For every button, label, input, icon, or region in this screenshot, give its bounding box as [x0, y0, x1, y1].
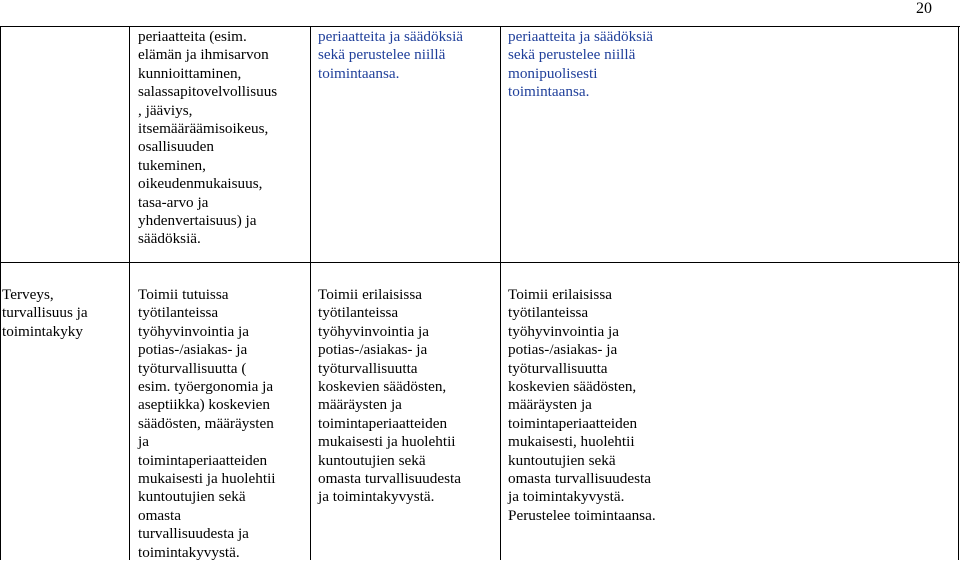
cell-line: salassapitovelvollisuus — [138, 83, 278, 101]
cell-line: toimintakyvystä. — [138, 543, 240, 561]
cell-line: säädöksiä. — [138, 230, 201, 248]
cell-line: koskevien säädösten, — [508, 378, 637, 396]
cell-line: kuntoutujien sekä — [508, 451, 616, 469]
cell-line: monipuolisesti — [508, 64, 598, 82]
cell-line: , jääviys, — [138, 101, 193, 119]
row-divider — [0, 262, 960, 263]
top-row-col3-cell — [318, 28, 498, 83]
table-right-border — [958, 26, 959, 560]
cell-line: oikeudenmukaisuus, — [138, 175, 263, 193]
cell-line: työhyvinvointia ja — [318, 322, 429, 340]
cell-line: määräysten ja — [318, 396, 402, 414]
bottom-row-col2-cell — [138, 286, 308, 562]
cell-line: Toimii tutuissa — [138, 286, 229, 303]
cell-line: toimintaperiaatteiden — [318, 414, 448, 432]
cell-line: työtilanteissa — [318, 304, 399, 322]
cell-line: periaatteita (esim. — [138, 28, 247, 45]
table-left-border — [0, 26, 1, 560]
cell-line: toimintaansa. — [508, 83, 590, 101]
cell-line: tasa-arvo ja — [138, 193, 209, 211]
cell-line: työtilanteissa — [508, 304, 589, 322]
cell-line: työhyvinvointia ja — [138, 322, 249, 340]
cell-line: ja — [138, 433, 149, 451]
cell-line: työturvallisuutta — [508, 359, 608, 377]
cell-line: potias-/asiakas- ja — [318, 341, 428, 359]
cell-line: periaatteita ja säädöksiä — [508, 28, 654, 45]
bottom-row-col3-cell — [318, 286, 498, 507]
cell-line: työturvallisuutta ( — [138, 359, 247, 377]
cell-line: sekä perustelee niillä — [318, 46, 446, 64]
cell-line: toimintaansa. — [318, 64, 400, 82]
cell-line: Perustelee toimintaansa. — [508, 506, 656, 524]
cell-line: esim. työergonomia ja — [138, 378, 274, 396]
column-divider-2 — [310, 26, 311, 560]
cell-line: työhyvinvointia ja — [508, 322, 619, 340]
cell-line: Toimii erilaisissa — [318, 286, 422, 303]
cell-line: työtilanteissa — [138, 304, 219, 322]
page-number: 20 — [916, 0, 932, 17]
cell-line: potias-/asiakas- ja — [138, 341, 248, 359]
cell-line: kuntoutujien sekä — [318, 451, 426, 469]
cell-line: toimintaperiaatteiden — [138, 451, 268, 469]
cell-line: potias-/asiakas- ja — [508, 341, 618, 359]
cell-line: sekä perustelee niillä — [508, 46, 636, 64]
cell-line: Toimii erilaisissa — [508, 286, 612, 303]
cell-line: koskevien säädösten, — [318, 378, 447, 396]
cell-line: osallisuuden — [138, 138, 214, 156]
bottom-row-col1-cell — [2, 286, 126, 341]
cell-line: määräysten ja — [508, 396, 592, 414]
column-divider-1 — [129, 26, 130, 560]
cell-line: mukaisesti ja huolehtii — [318, 433, 456, 451]
cell-line: mukaisesti ja huolehtii — [138, 470, 276, 488]
cell-line: Terveys, — [2, 286, 54, 303]
cell-line: omasta turvallisuudesta — [508, 470, 651, 488]
cell-line: mukaisesti, huolehtii — [508, 433, 635, 451]
cell-line: omasta turvallisuudesta — [318, 470, 461, 488]
cell-line: kunnioittaminen, — [138, 64, 242, 82]
top-row-col4-cell — [508, 28, 708, 102]
top-row-col2-cell — [138, 28, 306, 249]
cell-line: turvallisuudesta ja — [138, 525, 249, 543]
column-divider-3 — [500, 26, 501, 560]
cell-line: toimintakyky — [2, 322, 83, 340]
cell-line: turvallisuus ja — [2, 304, 88, 322]
cell-line: aseptiikka) koskevien — [138, 396, 271, 414]
cell-line: elämän ja ihmisarvon — [138, 46, 269, 64]
cell-line: toimintaperiaatteiden — [508, 414, 638, 432]
cell-line: tukeminen, — [138, 156, 206, 174]
cell-line: työturvallisuutta — [318, 359, 418, 377]
cell-line: säädösten, määräysten — [138, 414, 274, 432]
cell-line: ja toimintakyvystä. — [508, 488, 625, 506]
cell-line: ja toimintakyvystä. — [318, 488, 435, 506]
cell-line: periaatteita ja säädöksiä — [318, 28, 464, 45]
cell-line: itsemääräämisoikeus, — [138, 120, 269, 138]
bottom-row-col4-cell — [508, 286, 708, 525]
cell-line: omasta — [138, 506, 182, 524]
table-top-border — [0, 26, 960, 27]
cell-line: kuntoutujien sekä — [138, 488, 246, 506]
cell-line: yhdenvertaisuus) ja — [138, 212, 257, 230]
